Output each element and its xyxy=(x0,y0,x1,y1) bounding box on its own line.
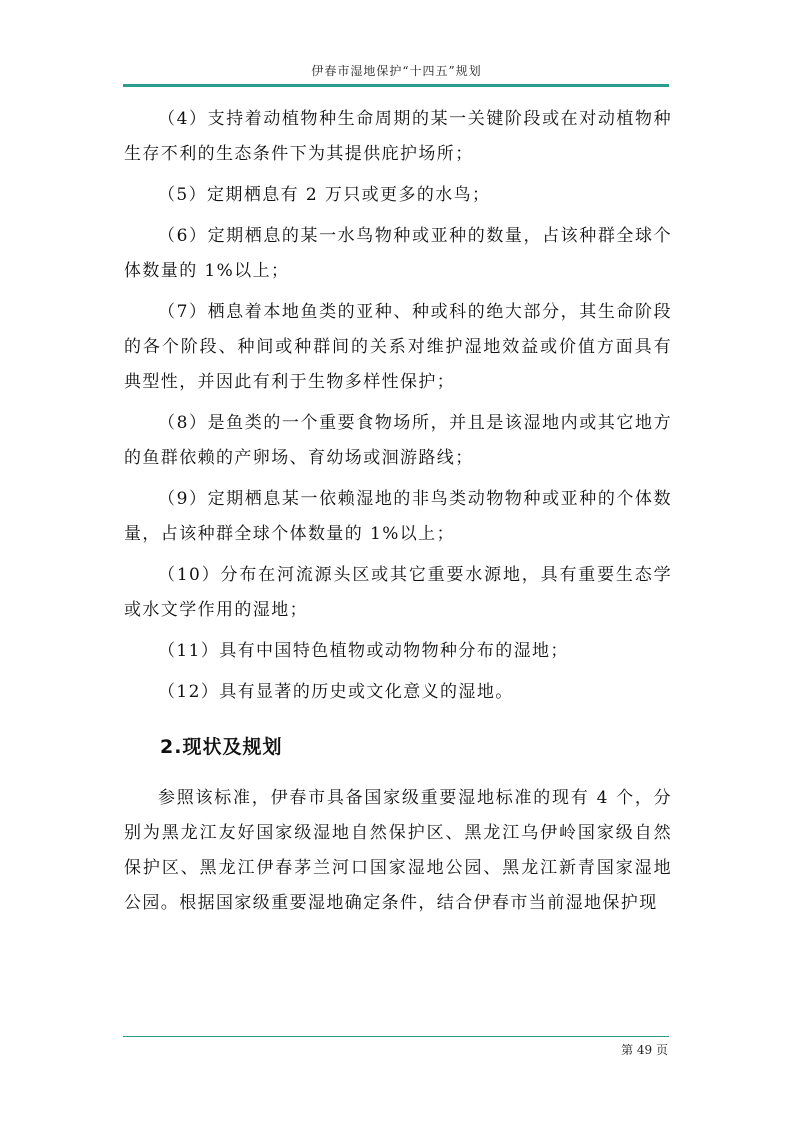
running-header: 伊春市湿地保护“十四五”规划 xyxy=(311,64,482,78)
criterion-5: （5）定期栖息有 2 万只或更多的水鸟； xyxy=(158,185,491,205)
section-heading: 2.现状及规划 xyxy=(160,736,283,758)
status-paragraph: 参照该标准，伊春市具备国家级重要湿地标准的现有 4 个，分别为黑龙江友好国家级湿地自然保护区、黑龙江乌伊岭国家级自然保护区、黑龙江伊春茅兰河口国家湿地公园、黑龙江新青国家湿地公园。根据国家级重要湿地确定条件，结合伊春市当前湿地保护现 xyxy=(124,788,672,913)
page-body xyxy=(124,102,672,927)
criterion-10: （10）分布在河流源头区或其它重要水源地，具有重要生态学或水文学作用的湿地； xyxy=(124,565,672,620)
criterion-6: （6）定期栖息的某一水鸟物种或亚种的数量，占该种群全球个体数量的 1%以上； xyxy=(124,226,672,281)
page-number: 第 49 页 xyxy=(621,1043,668,1057)
header-divider xyxy=(123,84,669,87)
criterion-12: （12）具有显著的历史或文化意义的湿地。 xyxy=(158,682,514,702)
criterion-9: （9）定期栖息某一依赖湿地的非鸟类动物物种或亚种的个体数量，占该种群全球个体数量的 1%以上； xyxy=(124,489,672,544)
criterion-8: （8）是鱼类的一个重要食物场所，并且是该湿地内或其它地方的鱼群依赖的产卵场、育幼场或洄游路线； xyxy=(124,413,672,468)
criterion-7: （7）栖息着本地鱼类的亚种、种或科的绝大部分，其生命阶段的各个阶段、种间或种群间的关系对维护湿地效益或价值方面具有典型性，并因此有利于生物多样性保护； xyxy=(124,302,672,392)
footer-divider xyxy=(123,1036,669,1037)
criterion-4: （4）支持着动植物种生命周期的某一关键阶段或在对动植物种生存不利的生态条件下为其提供庇护场所； xyxy=(124,109,672,164)
criterion-11: （11）具有中国特色植物或动物物种分布的湿地； xyxy=(158,641,569,661)
